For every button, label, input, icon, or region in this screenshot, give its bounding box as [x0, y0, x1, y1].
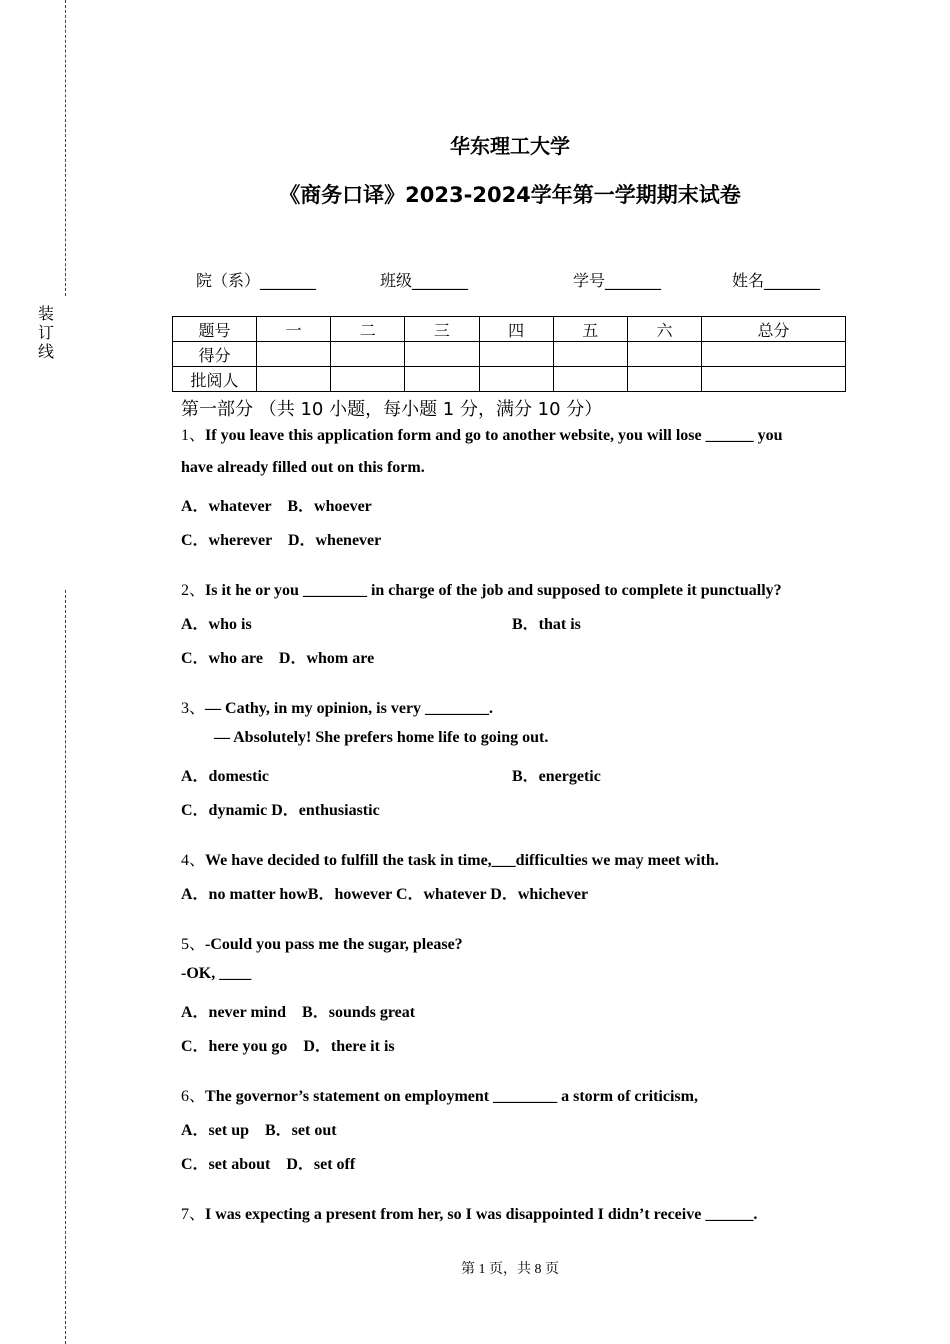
question-text: Is it he or you ________ in charge of the job and supposed to complete it punctually?	[205, 582, 782, 599]
binding-char: 装	[38, 304, 55, 323]
reviewer-cell	[405, 367, 479, 392]
binding-label	[38, 304, 54, 361]
question-5-reply: -OK, ____	[181, 965, 252, 982]
question-6-options-cd: C．set about D．set off	[181, 1156, 356, 1173]
question-3-reply: — Absolutely! She prefers home life to going out.	[214, 729, 549, 746]
table-header-cell: 一	[257, 317, 331, 342]
question-6-stem	[181, 1083, 698, 1106]
score-cell	[627, 342, 701, 367]
question-1-stem-continued: have already filled out on this form.	[181, 459, 425, 476]
question-6-options-ab: A．set up B．set out	[181, 1122, 337, 1139]
question-1-options-cd: C．wherever D．whenever	[181, 532, 382, 549]
student-id-field: 学号_______	[573, 271, 662, 290]
score-cell	[479, 342, 553, 367]
department-field: 院（系）_______	[196, 271, 317, 290]
score-cell	[331, 342, 405, 367]
question-text: The governor’s statement on employment ________ a storm of criticism,	[205, 1088, 698, 1105]
row-label: 得分	[173, 342, 257, 367]
page-footer: 第 1 页，共 8 页	[461, 1262, 559, 1277]
question-number: 7、	[181, 1206, 206, 1223]
question-text: If you leave this application form and go to another website, you will lose ______ you	[205, 427, 783, 444]
score-cell	[702, 342, 846, 367]
table-header-cell: 四	[479, 317, 553, 342]
reviewer-row	[173, 367, 846, 392]
question-3-option-b: B．energetic	[512, 768, 601, 785]
question-4-stem	[181, 847, 719, 870]
class-field: 班级_______	[380, 271, 469, 290]
question-3-option-a: A．domestic	[181, 768, 269, 785]
reviewer-cell	[331, 367, 405, 392]
reviewer-cell	[479, 367, 553, 392]
score-row	[173, 342, 846, 367]
table-header-cell: 题号	[173, 317, 257, 342]
question-text: — Cathy, in my opinion, is very ________.	[205, 700, 494, 717]
question-number: 5、	[181, 936, 206, 953]
binding-dashed-line-bottom	[65, 590, 66, 1344]
score-table-header-row	[173, 317, 846, 342]
question-number: 3、	[181, 700, 206, 717]
question-1-options-ab: A．whatever B．whoever	[181, 498, 372, 515]
question-text: I was expecting a present from her, so I was disappointed I didn’t receive ______.	[205, 1206, 758, 1223]
table-header-cell: 总分	[702, 317, 846, 342]
question-7-stem	[181, 1201, 757, 1224]
question-number: 6、	[181, 1088, 206, 1105]
question-3-options-cd: C．dynamic D．enthusiastic	[181, 802, 380, 819]
score-cell	[553, 342, 627, 367]
question-number: 2、	[181, 582, 206, 599]
part-heading: 第一部分 （共 10 小题，每小题 1 分，满分 10 分）	[181, 399, 603, 420]
question-number: 1、	[181, 427, 206, 444]
question-number: 4、	[181, 852, 206, 869]
table-header-cell: 二	[331, 317, 405, 342]
question-5-options-ab: A．never mind B．sounds great	[181, 1004, 416, 1021]
score-cell	[405, 342, 479, 367]
question-3-stem	[181, 695, 493, 718]
score-table	[172, 316, 846, 392]
exam-title: 《商务口译》2023-2024学年第一学期期末试卷	[279, 183, 741, 207]
binding-char: 线	[38, 342, 55, 361]
school-name: 华东理工大学	[450, 134, 570, 158]
reviewer-cell	[627, 367, 701, 392]
question-1-stem	[181, 422, 783, 445]
question-2-option-a: A．who is	[181, 616, 252, 633]
row-label: 批阅人	[173, 367, 257, 392]
question-2-stem	[181, 577, 782, 600]
question-2-options-cd: C．who are D．whom are	[181, 650, 375, 667]
question-text: We have decided to fulfill the task in time,___difficulties we may meet with.	[205, 852, 719, 869]
binding-char: 订	[38, 323, 55, 342]
table-header-cell: 六	[627, 317, 701, 342]
question-5-stem	[181, 931, 463, 954]
reviewer-cell	[257, 367, 331, 392]
question-2-option-b: B．that is	[512, 616, 581, 633]
name-field: 姓名_______	[732, 271, 821, 290]
reviewer-cell	[702, 367, 846, 392]
question-4-options: A．no matter howB．however C．whatever D．whichever	[181, 886, 589, 903]
table-header-cell: 三	[405, 317, 479, 342]
question-text: -Could you pass me the sugar, please?	[205, 936, 463, 953]
score-cell	[257, 342, 331, 367]
question-5-options-cd: C．here you go D．there it is	[181, 1038, 395, 1055]
table-header-cell: 五	[553, 317, 627, 342]
reviewer-cell	[553, 367, 627, 392]
